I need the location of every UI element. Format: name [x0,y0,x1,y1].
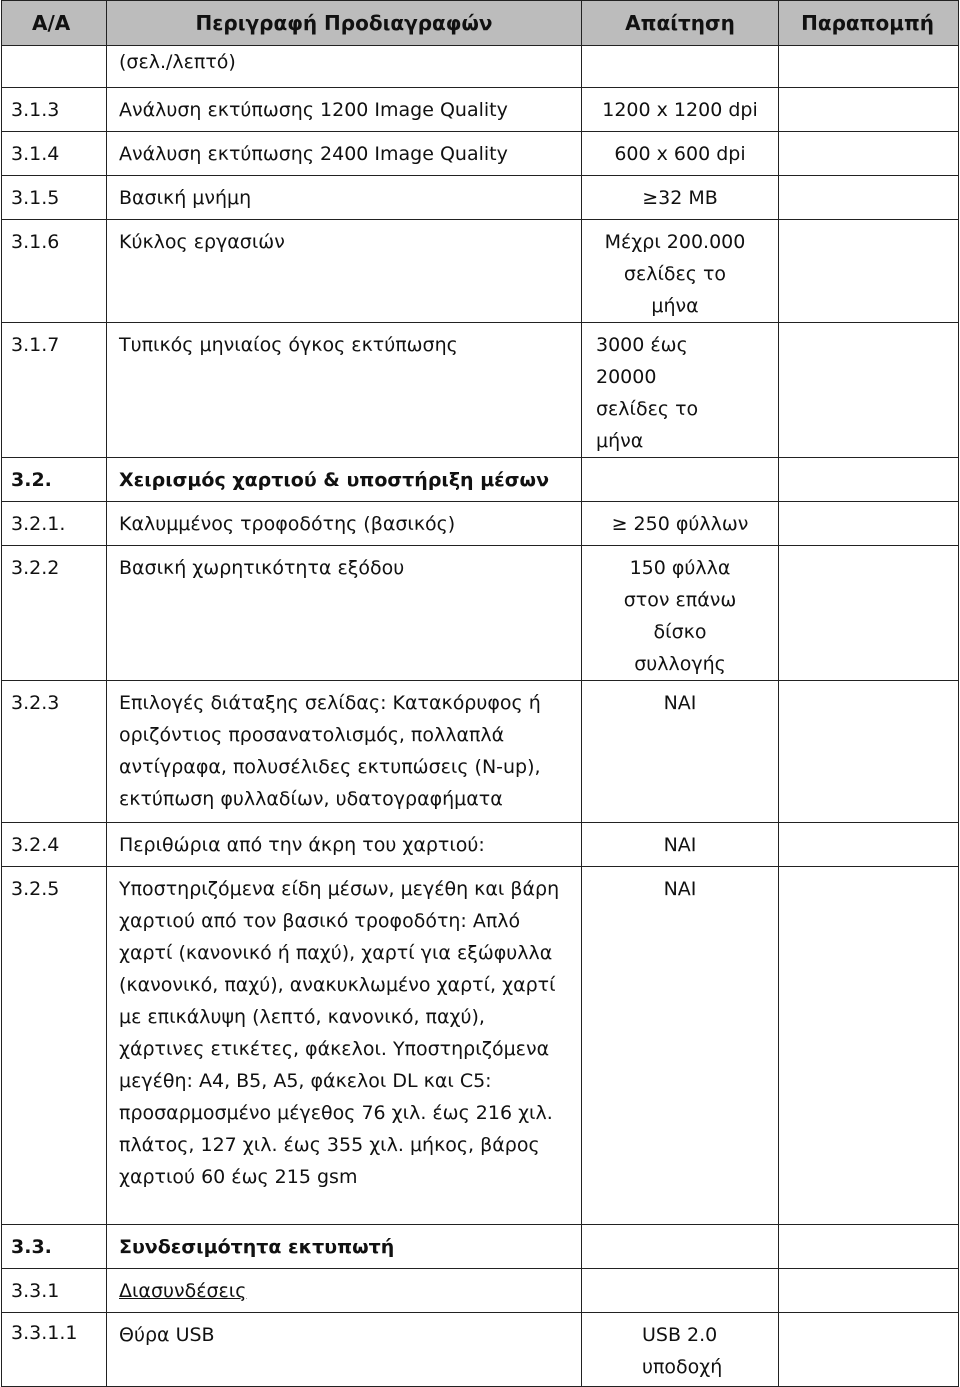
row-requirement: 150 φύλλα στον επάνω δίσκο συλλογής [582,546,779,681]
table-row [2,323,959,458]
row-description: Βασική χωρητικότητα εξόδου [107,546,582,681]
row-reference [779,88,959,132]
row-requirement: ΝΑΙ [582,867,779,1225]
table-row [2,220,959,323]
table-row [2,88,959,132]
row-description: Υποστηριζόμενα είδη μέσων, μεγέθη και βάρη χαρτιού από τον βασικό τροφοδότη: Απλό χαρτί (κανονικό ή παχύ), χαρτί για εξώφυλλα (κανονικό, παχύ), ανακυκλωμένο χαρτί, χαρτί με επικάλυψη (λεπτό, κανονικό, παχύ), χάρτινες ετικέτες, φάκελοι. Υποστηριζόμενα μεγέθη: A4, B5, A5, φάκελοι DL και C5: προσαρμοσμένο μέγεθος 76 χιλ. έως 216 χιλ. πλάτος, 127 χιλ. έως 355 χιλ. μήκος, βάρος χαρτιού 60 έως 215 gsm [107,867,582,1225]
row-requirement: 3000 έως 20000 σελίδες το μήνα [582,323,779,458]
row-number [2,46,107,88]
row-reference [779,176,959,220]
row-reference [779,1269,959,1313]
table-row [2,1313,959,1387]
table-row [2,823,959,867]
row-requirement: ΝΑΙ [582,681,779,823]
table-row [2,1269,959,1313]
row-reference [779,46,959,88]
row-number: 3.1.4 [2,132,107,176]
row-requirement [582,458,779,502]
row-description: Κύκλος εργασιών [107,220,582,323]
row-reference [779,867,959,1225]
row-requirement: 600 x 600 dpi [582,132,779,176]
row-description: (σελ./λεπτό) [107,46,582,88]
row-description: Ανάλυση εκτύπωσης 2400 Image Quality [107,132,582,176]
table-row [2,458,959,502]
row-description: Θύρα USB [107,1313,582,1387]
row-description: Ανάλυση εκτύπωσης 1200 Image Quality [107,88,582,132]
row-description: Βασική μνήμη [107,176,582,220]
row-number: 3.2.5 [2,867,107,1225]
row-reference [779,1313,959,1387]
header-reference: Παραπομπή [779,1,959,46]
row-reference [779,220,959,323]
row-requirement: ΝΑΙ [582,823,779,867]
table-row [2,502,959,546]
row-requirement: Μέχρι 200.000 σελίδες το μήνα [582,220,779,323]
row-requirement [582,1225,779,1269]
row-requirement: ≥ 250 φύλλων [582,502,779,546]
row-requirement: USB 2.0 υποδοχή [582,1313,779,1387]
table-row [2,867,959,1225]
row-requirement: 1200 x 1200 dpi [582,88,779,132]
table-row [2,46,959,88]
table-row [2,176,959,220]
header-requirement: Απαίτηση [582,1,779,46]
row-reference [779,502,959,546]
row-number: 3.3.1 [2,1269,107,1313]
row-description: Καλυμμένος τροφοδότης (βασικός) [107,502,582,546]
row-reference [779,546,959,681]
row-reference [779,1225,959,1269]
row-number: 3.2.4 [2,823,107,867]
row-number: 3.2.2 [2,546,107,681]
row-number: 3.2.3 [2,681,107,823]
row-reference [779,823,959,867]
row-description: Διασυνδέσεις [107,1269,582,1313]
row-number: 3.3.1.1 [2,1313,107,1387]
row-description: Τυπικός μηνιαίος όγκος εκτύπωσης [107,323,582,458]
row-requirement: ≥32 MB [582,176,779,220]
row-requirement [582,46,779,88]
header-description: Περιγραφή Προδιαγραφών [107,1,582,46]
row-reference [779,323,959,458]
row-reference [779,458,959,502]
row-requirement [582,1269,779,1313]
row-number: 3.1.5 [2,176,107,220]
table-row [2,132,959,176]
section-number: 3.2. [2,458,107,502]
row-number: 3.1.3 [2,88,107,132]
table-row [2,546,959,681]
row-reference [779,132,959,176]
header-index: Α/Α [2,1,107,46]
table-row [2,681,959,823]
row-number: 3.2.1. [2,502,107,546]
section-number: 3.3. [2,1225,107,1269]
specifications-table [1,0,959,1387]
row-description: Περιθώρια από την άκρη του χαρτιού: [107,823,582,867]
section-title: Χειρισμός χαρτιού & υποστήριξη μέσων [107,458,582,502]
row-number: 3.1.6 [2,220,107,323]
table-header-row [2,1,959,46]
section-title: Συνδεσιμότητα εκτυπωτή [107,1225,582,1269]
table-row [2,1225,959,1269]
row-number: 3.1.7 [2,323,107,458]
row-description: Επιλογές διάταξης σελίδας: Κατακόρυφος ή οριζόντιος προσανατολισμός, πολλαπλά αντίγραφα, πολυσέλιδες εκτυπώσεις (N-up), εκτύπωση φυλλαδίων, υδατογραφήματα [107,681,582,823]
row-reference [779,681,959,823]
